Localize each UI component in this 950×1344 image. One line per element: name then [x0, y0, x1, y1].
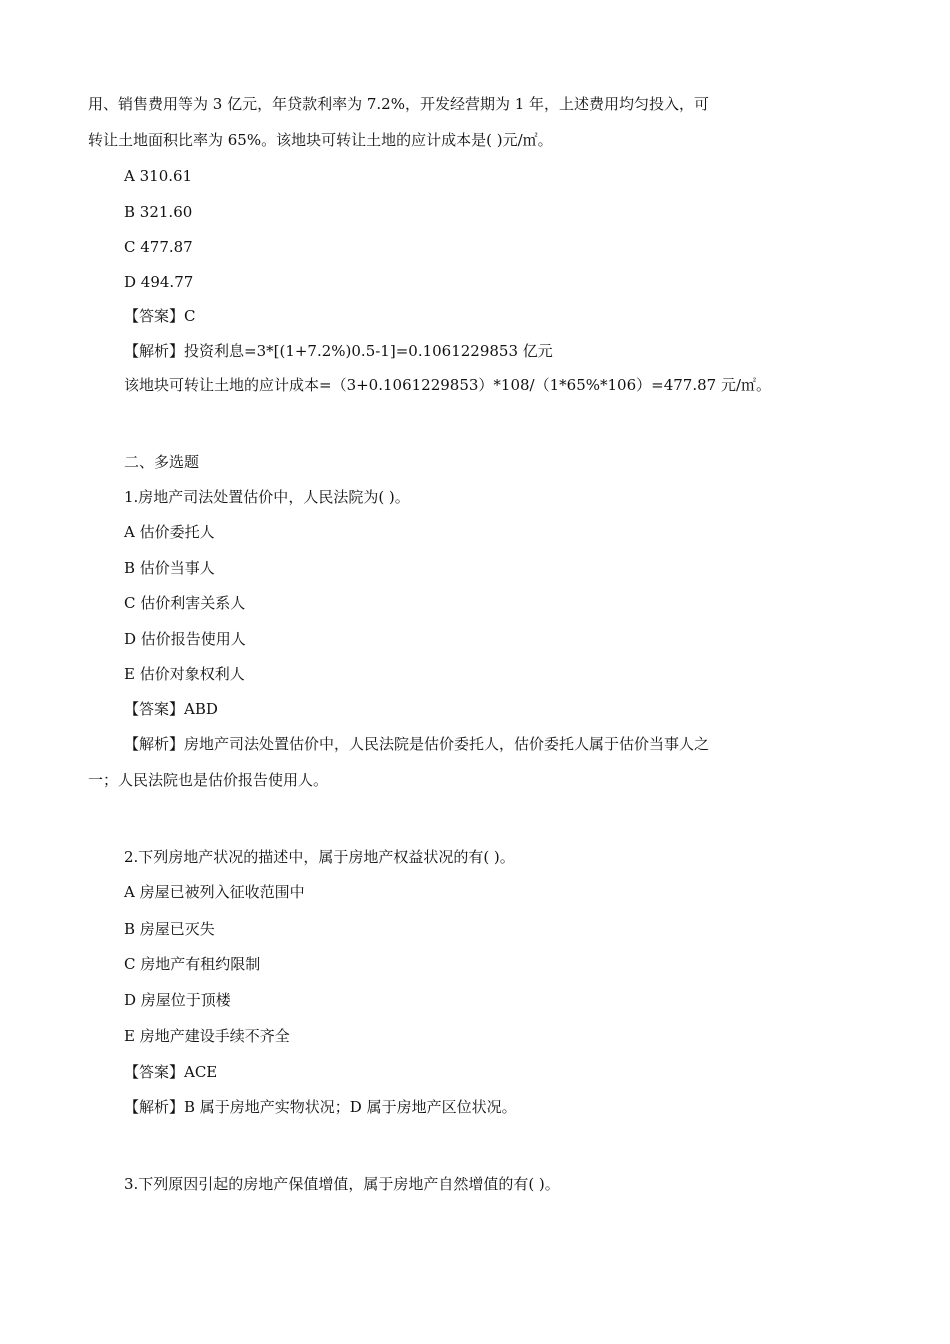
- prev-analysis-2: 该地块可转让土地的应计成本=（3+0.1061229853）*108/（1*65%*106）=477.87 元/㎡。: [124, 376, 772, 394]
- prev-option-d: D 494.77: [124, 273, 194, 291]
- intro-line-2: 转让土地面积比率为 65%。该地块可转让土地的应计成本是( )元/㎡。: [88, 131, 553, 149]
- q1-option-d: D 估价报告使用人: [124, 630, 246, 648]
- q1-option-a: A 估价委托人: [124, 523, 215, 541]
- q2-option-b: B 房屋已灭失: [124, 920, 215, 938]
- q2-stem: 2.下列房地产状况的描述中，属于房地产权益状况的有( )。: [124, 848, 515, 866]
- prev-option-b: B 321.60: [124, 203, 193, 221]
- prev-answer: 【答案】C: [124, 307, 196, 325]
- q2-option-c: C 房地产有租约限制: [124, 955, 261, 973]
- q1-stem: 1.房地产司法处置估价中，人民法院为( )。: [124, 488, 410, 506]
- prev-analysis-1: 【解析】投资利息=3*[(1+7.2%)0.5-1]=0.1061229853 亿元: [124, 342, 553, 360]
- q2-option-d: D 房屋位于顶楼: [124, 991, 231, 1009]
- q2-option-a: A 房屋已被列入征收范围中: [124, 883, 305, 901]
- q1-answer: 【答案】ABD: [124, 700, 218, 718]
- q1-option-b: B 估价当事人: [124, 559, 215, 577]
- q1-option-c: C 估价利害关系人: [124, 594, 246, 612]
- prev-option-c: C 477.87: [124, 238, 193, 256]
- q2-option-e: E 房地产建设手续不齐全: [124, 1027, 290, 1045]
- q1-option-e: E 估价对象权利人: [124, 665, 245, 683]
- q2-answer: 【答案】ACE: [124, 1063, 218, 1081]
- q2-analysis-1: 【解析】B 属于房地产实物状况；D 属于房地产区位状况。: [124, 1098, 517, 1116]
- q1-analysis-1: 【解析】房地产司法处置估价中，人民法院是估价委托人，估价委托人属于估价当事人之: [124, 735, 710, 753]
- q3-stem: 3.下列原因引起的房地产保值增值，属于房地产自然增值的有( )。: [124, 1175, 560, 1193]
- section-title: 二、多选题: [124, 453, 200, 471]
- prev-option-a: A 310.61: [124, 167, 193, 185]
- q1-analysis-2: 一；人民法院也是估价报告使用人。: [88, 771, 329, 789]
- intro-line-1: 用、销售费用等为 3 亿元，年贷款利率为 7.2%，开发经营期为 1 年，上述费用均匀投入，可: [88, 95, 710, 113]
